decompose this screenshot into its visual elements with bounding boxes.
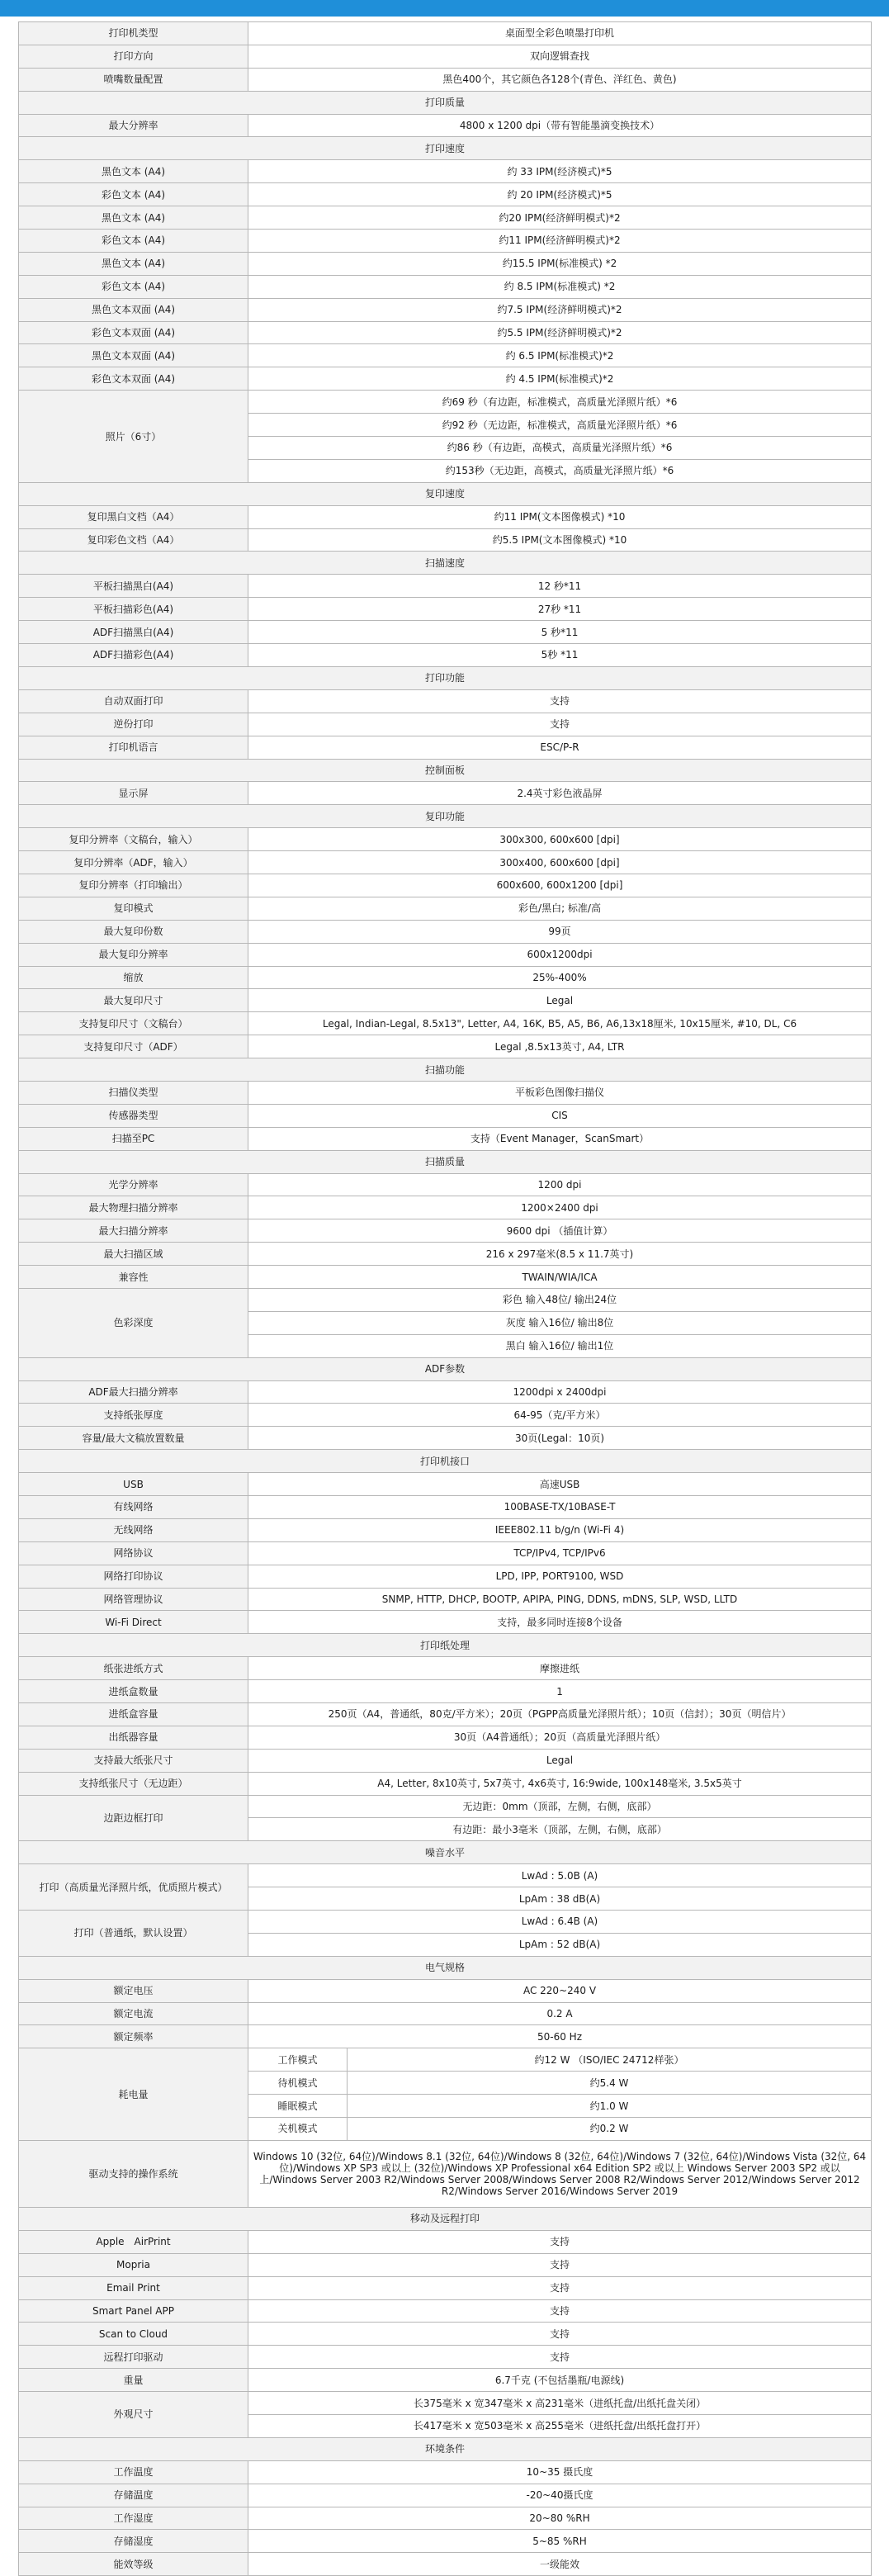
spec-value: 高速USB [248,1473,872,1496]
spec-row [19,2530,872,2553]
spec-value: 有边距：最小3毫米（顶部，左侧，右侧，底部） [248,1818,872,1841]
spec-value: 双向逻辑查找 [248,45,872,68]
spec-sublabel: 工作模式 [248,2048,348,2072]
section-title: 环境条件 [19,2437,872,2460]
spec-label: 复印彩色文档（A4） [19,528,248,552]
spec-row [19,621,872,644]
spec-label: 喷嘴数量配置 [19,68,248,91]
spec-row [19,114,872,137]
spec-value: 约 20 IPM(经济模式)*5 [248,183,872,206]
spec-label: 网络管理协议 [19,1588,248,1611]
spec-value: -20~40摄氏度 [248,2484,872,2507]
spec-row [19,1473,872,1496]
spec-label: Apple AirPrint [19,2230,248,2253]
spec-row [19,1427,872,1450]
spec-row [19,2299,872,2323]
spec-value: 长375毫米 x 宽347毫米 x 高231毫米（进纸托盘/出纸托盘关闭） [248,2392,872,2415]
spec-row [19,183,872,206]
section-header-row [19,552,872,575]
spec-value: 约1.0 W [348,2095,872,2118]
spec-row [19,874,872,897]
spec-value: 约86 秒（有边距，高模式，高质量光泽照片纸）*6 [248,437,872,460]
spec-row [19,1518,872,1541]
spec-value: 灰度 输入16位/ 输出8位 [248,1311,872,1334]
spec-value: 约5.5 IPM(文本图像模式) *10 [248,528,872,552]
spec-value: Windows 10 (32位, 64位)/Windows 8.1 (32位, 64位)/Windows 8 (32位, 64位)/Windows 7 (32位, 64位)/Windows Vista (32位, 64位)/Windows XP SP3 或以上 (32位)/Windows XP Professional x64 Edition SP2 或以上 Windows Server 2003 SP2 或以上/Windows Server 2003 R2/Windows Server 2008/Windows Server 2008 R2/Windows Server 2012/Windows Server 2012 R2/Windows Server 2016/Windows Server 2019 [248,2140,872,2207]
spec-row [19,1611,872,1634]
spec-value: 约5.5 IPM(经济鲜明模式)*2 [248,321,872,344]
spec-row [19,1772,872,1795]
spec-label: 额定频率 [19,2025,248,2048]
spec-label: 黑色文本双面 (A4) [19,344,248,367]
section-title: 打印功能 [19,666,872,689]
spec-value: 约 8.5 IPM(标准模式) *2 [248,275,872,298]
spec-label: 复印分辨率（ADF，输入） [19,851,248,874]
spec-label: 支持复印尺寸（ADF） [19,1035,248,1058]
spec-table [18,21,872,2576]
spec-value: 99页 [248,920,872,943]
spec-value: LPD, IPP, PORT9100, WSD [248,1565,872,1588]
spec-value: 50-60 Hz [248,2025,872,2048]
spec-sublabel: 待机模式 [248,2072,348,2095]
spec-row [19,2392,872,2415]
spec-value: 30页(Legal：10页) [248,1427,872,1450]
spec-value: LpAm : 38 dB(A) [248,1887,872,1911]
spec-row [19,1380,872,1404]
spec-value: 1200 dpi [248,1173,872,1196]
spec-label: 最大物理扫描分辨率 [19,1196,248,1219]
section-title: 打印机接口 [19,1450,872,1473]
spec-label: 黑色文本 (A4) [19,206,248,230]
spec-value: 一级能效 [248,2553,872,2576]
spec-value: 0.2 A [248,2002,872,2025]
spec-value: 长417毫米 x 宽503毫米 x 高255毫米（进纸托盘/出纸托盘打开） [248,2414,872,2437]
spec-row [19,2460,872,2484]
spec-value: 1200×2400 dpi [248,1196,872,1219]
spec-value: 5 秒*11 [248,621,872,644]
spec-row [19,1795,872,1818]
section-title: 复印速度 [19,482,872,505]
section-title: 打印速度 [19,137,872,160]
spec-label: 复印分辨率（文稿台，输入） [19,828,248,851]
spec-label: 容量/最大文稿放置数量 [19,1427,248,1450]
spec-label: 最大复印分辨率 [19,943,248,966]
spec-value: 支持 [248,2346,872,2369]
spec-value: 5~85 %RH [248,2530,872,2553]
section-title: 噪音水平 [19,1841,872,1864]
spec-label: 平板扫描黑白(A4) [19,575,248,598]
spec-value: 10~35 摄氏度 [248,2460,872,2484]
spec-value: 300x400, 600x600 [dpi] [248,851,872,874]
spec-row [19,1243,872,1266]
spec-row [19,1726,872,1749]
section-header-row [19,1956,872,1979]
spec-label: Smart Panel APP [19,2299,248,2323]
spec-value: 300x300, 600x600 [dpi] [248,828,872,851]
spec-label: 支持纸张尺寸（无边距） [19,1772,248,1795]
spec-label: 传感器类型 [19,1104,248,1127]
spec-value: CIS [248,1104,872,1127]
section-header-row [19,759,872,782]
spec-label: 打印机类型 [19,22,248,45]
spec-row [19,252,872,275]
spec-label: ADF扫描彩色(A4) [19,644,248,667]
spec-row [19,966,872,989]
spec-row [19,2507,872,2530]
spec-row [19,160,872,183]
spec-value: 27秒 *11 [248,598,872,621]
spec-row [19,2230,872,2253]
spec-label: 缩放 [19,966,248,989]
section-header-row [19,2207,872,2230]
spec-row [19,68,872,91]
spec-value: 约12 W （ISO/IEC 24712样张） [348,2048,872,2072]
spec-row [19,505,872,528]
spec-value: 约11 IPM(经济鲜明模式)*2 [248,230,872,253]
spec-row [19,528,872,552]
spec-value: 1200dpi x 2400dpi [248,1380,872,1404]
spec-value: 250页（A4，普通纸，80克/平方米）；20页（PGPP高质量光泽照片纸）；10页（信封）；30页（明信片） [248,1703,872,1726]
spec-label: 彩色文本 (A4) [19,275,248,298]
spec-value: 4800 x 1200 dpi（带有智能墨滴变换技术） [248,114,872,137]
spec-label: ADF最大扫描分辨率 [19,1380,248,1404]
spec-row [19,230,872,253]
spec-label: 最大扫描分辨率 [19,1219,248,1243]
spec-value: Legal, Indian-Legal, 8.5x13", Letter, A4, 16K, B5, A5, B6, A6,13x18厘米, 10x15厘米, #10, DL, C6 [248,1012,872,1035]
spec-label: 支持纸张厚度 [19,1404,248,1427]
spec-row [19,1404,872,1427]
section-title: 复印功能 [19,805,872,828]
section-title: ADF参数 [19,1357,872,1380]
spec-label: 显示屏 [19,782,248,805]
section-title: 打印纸处理 [19,1634,872,1657]
spec-value: TCP/IPv4, TCP/IPv6 [248,1541,872,1565]
spec-value: 12 秒*11 [248,575,872,598]
spec-row [19,2253,872,2276]
spec-value: 25%-400% [248,966,872,989]
spec-label: 支持复印尺寸（文稿台） [19,1012,248,1035]
spec-label: 黑色文本 (A4) [19,252,248,275]
spec-row [19,45,872,68]
top-bar [0,0,889,17]
section-title: 扫描质量 [19,1150,872,1173]
spec-row [19,689,872,713]
spec-value: 支持 [248,2323,872,2346]
spec-label: 复印模式 [19,897,248,920]
spec-value: SNMP, HTTP, DHCP, BOOTP, APIPA, PING, DDNS, mDNS, SLP, WSD, LLTD [248,1588,872,1611]
spec-value: 支持（Event Manager，ScanSmart） [248,1127,872,1150]
spec-row [19,851,872,874]
spec-row [19,206,872,230]
spec-value: 5秒 *11 [248,644,872,667]
spec-value: 黑白 输入16位/ 输出1位 [248,1334,872,1357]
spec-value: IEEE802.11 b/g/n (Wi-Fi 4) [248,1518,872,1541]
spec-value: Legal [248,989,872,1012]
spec-label: 耗电量 [19,2048,248,2141]
section-title: 控制面板 [19,759,872,782]
spec-label: 有线网络 [19,1496,248,1519]
spec-value: 约153秒（无边距，高模式，高质量光泽照片纸）*6 [248,459,872,482]
spec-label: 出纸器容量 [19,1726,248,1749]
spec-row [19,897,872,920]
spec-row [19,275,872,298]
spec-row [19,2346,872,2369]
spec-row [19,575,872,598]
spec-label: 打印机语言 [19,736,248,759]
section-header-row [19,1150,872,1173]
spec-row [19,644,872,667]
spec-row [19,391,872,414]
spec-label: 工作湿度 [19,2507,248,2530]
spec-row [19,2323,872,2346]
spec-row [19,2276,872,2299]
spec-value: 支持 [248,2253,872,2276]
spec-row [19,1196,872,1219]
spec-value: 64-95（克/平方米） [248,1404,872,1427]
spec-row [19,1288,872,1311]
spec-row [19,713,872,736]
spec-label: 进纸盒数量 [19,1680,248,1703]
spec-value: LpAm : 52 dB(A) [248,1933,872,1956]
spec-value: 216 x 297毫米(8.5 x 11.7英寸) [248,1243,872,1266]
spec-label: Scan to Cloud [19,2323,248,2346]
spec-label: 能效等级 [19,2553,248,2576]
spec-row [19,344,872,367]
spec-value: 约5.4 W [348,2072,872,2095]
spec-sublabel: 关机模式 [248,2118,348,2141]
spec-row [19,1703,872,1726]
spec-label: 驱动支持的操作系统 [19,2140,248,2207]
spec-value: 100BASE-TX/10BASE-T [248,1496,872,1519]
spec-label: 最大复印份数 [19,920,248,943]
spec-value: 600x1200dpi [248,943,872,966]
section-title: 扫描速度 [19,552,872,575]
spec-row [19,2369,872,2392]
spec-label: 兼容性 [19,1266,248,1289]
spec-label: 自动双面打印 [19,689,248,713]
spec-label: 远程打印驱动 [19,2346,248,2369]
section-title: 移动及远程打印 [19,2207,872,2230]
spec-row [19,22,872,45]
spec-row [19,1266,872,1289]
spec-label: USB [19,1473,248,1496]
spec-value: 600x600, 600x1200 [dpi] [248,874,872,897]
spec-label: 支持最大纸张尺寸 [19,1749,248,1772]
spec-label: 扫描仪类型 [19,1081,248,1104]
spec-label: 光学分辨率 [19,1173,248,1196]
spec-label: Email Print [19,2276,248,2299]
spec-row [19,828,872,851]
spec-row [19,1541,872,1565]
section-header-row [19,1450,872,1473]
section-header-row [19,482,872,505]
spec-value: 支持 [248,689,872,713]
spec-value: TWAIN/WIA/ICA [248,1266,872,1289]
spec-row [19,1565,872,1588]
spec-row [19,298,872,321]
spec-label: ADF扫描黑白(A4) [19,621,248,644]
section-header-row [19,2437,872,2460]
spec-row [19,2140,872,2207]
spec-label: 存储湿度 [19,2530,248,2553]
spec-label: 重量 [19,2369,248,2392]
spec-row [19,2002,872,2025]
spec-value: 约 6.5 IPM(标准模式)*2 [248,344,872,367]
spec-value: 约 33 IPM(经济模式)*5 [248,160,872,183]
spec-value: 约7.5 IPM(经济鲜明模式)*2 [248,298,872,321]
spec-row [19,989,872,1012]
spec-label: 平板扫描彩色(A4) [19,598,248,621]
spec-label: Wi-Fi Direct [19,1611,248,1634]
spec-value: 支持 [248,2230,872,2253]
spec-label: 额定电压 [19,1979,248,2002]
spec-row [19,321,872,344]
spec-row [19,1219,872,1243]
spec-value: 2.4英寸彩色液晶屏 [248,782,872,805]
spec-value: 约92 秒（无边距，标准模式，高质量光泽照片纸）*6 [248,414,872,437]
spec-value: 支持，最多同时连接8个设备 [248,1611,872,1634]
spec-label: 最大复印尺寸 [19,989,248,1012]
spec-row [19,920,872,943]
spec-value: ESC/P-R [248,736,872,759]
spec-label: 外观尺寸 [19,2392,248,2438]
spec-value: Legal [248,1749,872,1772]
spec-label: 存储温度 [19,2484,248,2507]
spec-value: 黑色400个，其它颜色各128个(青色、洋红色、黄色) [248,68,872,91]
section-header-row [19,1058,872,1082]
spec-row [19,1104,872,1127]
spec-row [19,1496,872,1519]
section-header-row [19,805,872,828]
section-title: 打印质量 [19,91,872,114]
spec-row [19,1680,872,1703]
spec-value: 支持 [248,2299,872,2323]
spec-value: AC 220~240 V [248,1979,872,2002]
spec-row [19,1749,872,1772]
spec-value: 约 4.5 IPM(标准模式)*2 [248,367,872,391]
spec-value: 彩色/黑白; 标准/高 [248,897,872,920]
spec-label: 网络协议 [19,1541,248,1565]
spec-row [19,1911,872,1934]
spec-row [19,1979,872,2002]
spec-label: 黑色文本双面 (A4) [19,298,248,321]
spec-row [19,782,872,805]
spec-row [19,1657,872,1680]
spec-row [19,2553,872,2576]
section-header-row [19,1357,872,1380]
section-header-row [19,666,872,689]
spec-label: 无线网络 [19,1518,248,1541]
spec-label: 扫描至PC [19,1127,248,1150]
spec-label: 逆份打印 [19,713,248,736]
spec-label: 色彩深度 [19,1288,248,1357]
spec-value: 平板彩色图像扫描仪 [248,1081,872,1104]
spec-label: 复印分辨率（打印输出） [19,874,248,897]
spec-row [19,1173,872,1196]
spec-label: 打印方向 [19,45,248,68]
spec-sublabel: 睡眠模式 [248,2095,348,2118]
section-header-row [19,91,872,114]
spec-row [19,2025,872,2048]
spec-label: 彩色文本双面 (A4) [19,321,248,344]
spec-row [19,2484,872,2507]
spec-row [19,1588,872,1611]
section-title: 扫描功能 [19,1058,872,1082]
spec-value: 6.7千克 (不包括墨瓶/电源线) [248,2369,872,2392]
spec-row [19,1081,872,1104]
spec-label: 工作温度 [19,2460,248,2484]
spec-label: 黑色文本 (A4) [19,160,248,183]
spec-row [19,1012,872,1035]
spec-row [19,367,872,391]
spec-row [19,1864,872,1887]
spec-label: 额定电流 [19,2002,248,2025]
spec-label: 复印黑白文档（A4） [19,505,248,528]
spec-label: 边距边框打印 [19,1795,248,1841]
spec-value: 约69 秒（有边距，标准模式，高质量光泽照片纸）*6 [248,391,872,414]
spec-row [19,1127,872,1150]
spec-value: 摩擦进纸 [248,1657,872,1680]
spec-label: 网络打印协议 [19,1565,248,1588]
spec-label: 彩色文本 (A4) [19,230,248,253]
spec-label: 照片（6寸） [19,391,248,483]
spec-row [19,2048,872,2072]
spec-label: 纸张进纸方式 [19,1657,248,1680]
spec-value: LwAd : 6.4B (A) [248,1911,872,1934]
spec-row [19,736,872,759]
section-header-row [19,1634,872,1657]
spec-label: 最大扫描区域 [19,1243,248,1266]
section-title: 电气规格 [19,1956,872,1979]
spec-value: 无边距：0mm（顶部，左侧，右侧，底部） [248,1795,872,1818]
spec-label: 打印（高质量光泽照片纸，优质照片模式） [19,1864,248,1911]
spec-value: 30页（A4普通纸）；20页（高质量光泽照片纸） [248,1726,872,1749]
spec-value: 约20 IPM(经济鲜明模式)*2 [248,206,872,230]
spec-row [19,1035,872,1058]
spec-value: 9600 dpi （插值计算） [248,1219,872,1243]
spec-row [19,943,872,966]
spec-value: A4, Letter, 8x10英寸, 5x7英寸, 4x6英寸, 16:9wide, 100x148毫米, 3.5x5英寸 [248,1772,872,1795]
spec-label: 彩色文本 (A4) [19,183,248,206]
spec-value: 20~80 %RH [248,2507,872,2530]
section-header-row [19,1841,872,1864]
spec-value: 约15.5 IPM(标准模式) *2 [248,252,872,275]
spec-label: 打印（普通纸，默认设置） [19,1911,248,1957]
spec-value: 1 [248,1680,872,1703]
spec-row [19,598,872,621]
spec-value: 桌面型全彩色喷墨打印机 [248,22,872,45]
spec-label: 进纸盒容量 [19,1703,248,1726]
spec-value: LwAd : 5.0B (A) [248,1864,872,1887]
spec-label: 最大分辨率 [19,114,248,137]
spec-value: 约11 IPM(文本图像模式) *10 [248,505,872,528]
spec-value: Legal ,8.5x13英寸, A4, LTR [248,1035,872,1058]
spec-value: 支持 [248,2276,872,2299]
section-header-row [19,137,872,160]
spec-value: 彩色 输入48位/ 输出24位 [248,1288,872,1311]
spec-value: 约0.2 W [348,2118,872,2141]
spec-label: 彩色文本双面 (A4) [19,367,248,391]
spec-value: 支持 [248,713,872,736]
spec-label: Mopria [19,2253,248,2276]
